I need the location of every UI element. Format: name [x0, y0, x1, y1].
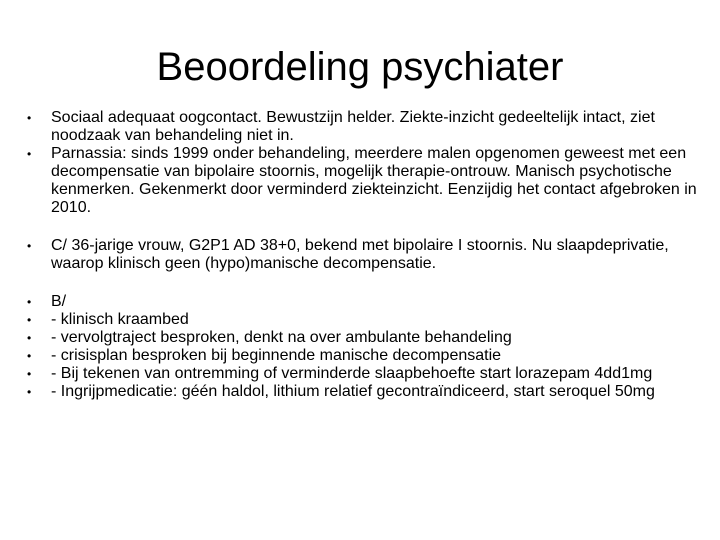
- bullet-text: C/ 36-jarige vrouw, G2P1 AD 38+0, bekend met bipolaire I stoornis. Nu slaapdeprivatie, waarop klinisch geen (hypo)manische decompensatie.: [51, 237, 669, 272]
- bullet-text: - Ingrijpmedicatie: géén haldol, lithium relatief gecontraïndiceerd, start seroquel 50mg: [51, 383, 655, 400]
- bullet-item: [27, 383, 717, 401]
- bullet-item: [27, 145, 717, 217]
- bullet-item: [27, 329, 717, 347]
- bullet-group-conclusion: [27, 237, 717, 273]
- bullet-icon: •: [27, 331, 32, 345]
- bullet-item: [27, 311, 717, 329]
- bullet-icon: •: [27, 367, 32, 381]
- slide-title: Beoordeling psychiater: [156, 45, 564, 89]
- bullet-icon: •: [27, 239, 32, 253]
- bullet-item: [27, 293, 717, 311]
- bullet-item: [27, 365, 717, 383]
- bullet-text: - Bij tekenen van ontremming of verminderde slaapbehoefte start lorazepam 4dd1mg: [51, 365, 653, 382]
- slide-body: [27, 109, 717, 401]
- bullet-text: - klinisch kraambed: [51, 311, 189, 328]
- bullet-icon: •: [27, 349, 32, 363]
- bullet-text: - vervolgtraject besproken, denkt na over ambulante behandeling: [51, 329, 512, 346]
- bullet-group-assessment: [27, 109, 717, 217]
- bullet-text: - crisisplan besproken bij beginnende manische decompensatie: [51, 347, 502, 364]
- bullet-group-policy: [27, 293, 717, 401]
- bullet-icon: •: [27, 295, 32, 309]
- bullet-icon: •: [27, 385, 32, 399]
- bullet-icon: •: [27, 147, 32, 161]
- bullet-item: [27, 237, 717, 273]
- bullet-text: B/: [51, 293, 67, 310]
- bullet-text: Sociaal adequaat oogcontact. Bewustzijn helder. Ziekte-inzicht gedeeltelijk intact, ziet noodzaak van behandeling niet in.: [51, 109, 655, 144]
- bullet-icon: •: [27, 111, 32, 125]
- bullet-icon: •: [27, 313, 32, 327]
- bullet-item: [27, 109, 717, 145]
- bullet-text: Parnassia: sinds 1999 onder behandeling, meerdere malen opgenomen geweest met een decompensatie van bipolaire stoornis, mogelijk therapie-ontrouw. Manisch psychotische kenmerken. Gekenmerkt door verminderd ziekteinzicht. Eenzijdig het contact afgebroken in 2010.: [51, 145, 697, 216]
- bullet-item: [27, 347, 717, 365]
